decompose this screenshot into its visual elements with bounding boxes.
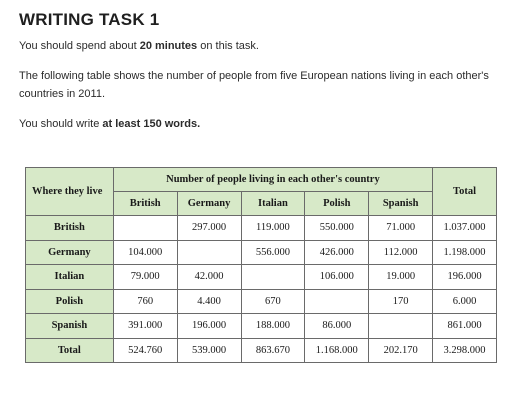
table-cell: 202.170 [369,338,433,362]
table-cell [369,314,433,339]
table-cell: 19.000 [369,265,433,290]
word-count-instruction [19,115,499,133]
time-instruction [19,37,499,55]
row-total-cell: 1.037.000 [433,216,497,241]
row-header: Spanish [26,314,114,339]
row-total-cell: 1.198.000 [433,240,497,265]
table-cell: 760 [113,289,177,314]
table-cell: 42.000 [177,265,241,290]
table-cell: 539.000 [177,338,241,362]
table-cell: 79.000 [113,265,177,290]
table-cell: 391.000 [113,314,177,339]
grand-total-cell: 3.298.000 [433,338,497,362]
table-cell: 119.000 [241,216,305,241]
table-row [26,240,497,265]
group-header: Number of people living in each other's country [113,168,432,192]
table-cell: 426.000 [305,240,369,265]
table-cell [177,240,241,265]
words-prefix: You should write [19,118,103,130]
table-cell: 550.000 [305,216,369,241]
total-header: Total [433,168,497,216]
table-cell: 4.400 [177,289,241,314]
table-row [26,314,497,339]
word-minimum: at least 150 words. [102,118,201,130]
table-row [26,289,497,314]
table-total-row [26,338,497,362]
table-cell [241,265,305,290]
migration-table [25,167,497,363]
table-cell: 188.000 [241,314,305,339]
table-cell [305,289,369,314]
table-cell [113,216,177,241]
row-header: Total [26,338,114,362]
table-row [26,265,497,290]
table-cell: 556.000 [241,240,305,265]
row-header: Polish [26,289,114,314]
task-prompt: The following table shows the number of people from five European nations living in each other's countries in 2011. [19,70,489,100]
table-cell: 1.168.000 [305,338,369,362]
table-row [26,216,497,241]
time-suffix: on this task. [197,40,259,52]
column-header: Spanish [369,192,433,216]
row-total-cell: 861.000 [433,314,497,339]
table-cell: 106.000 [305,265,369,290]
row-header: Italian [26,265,114,290]
table-cell: 71.000 [369,216,433,241]
column-header: Germany [177,192,241,216]
table-cell: 170 [369,289,433,314]
table-cell: 297.000 [177,216,241,241]
page-title: WRITING TASK 1 [19,10,160,29]
column-header: Polish [305,192,369,216]
row-total-cell: 6.000 [433,289,497,314]
time-amount: 20 minutes [139,40,198,52]
table-cell: 863.670 [241,338,305,362]
row-header: Germany [26,240,114,265]
corner-header: Where they live [26,168,114,216]
table-cell: 104.000 [113,240,177,265]
task-instructions [19,10,499,133]
row-header: British [26,216,114,241]
table-cell: 86.000 [305,314,369,339]
table-cell: 670 [241,289,305,314]
table-cell: 524.760 [113,338,177,362]
column-header: British [113,192,177,216]
table-cell: 196.000 [177,314,241,339]
column-header: Italian [241,192,305,216]
time-prefix: You should spend about [19,40,140,52]
row-total-cell: 196.000 [433,265,497,290]
table-cell: 112.000 [369,240,433,265]
